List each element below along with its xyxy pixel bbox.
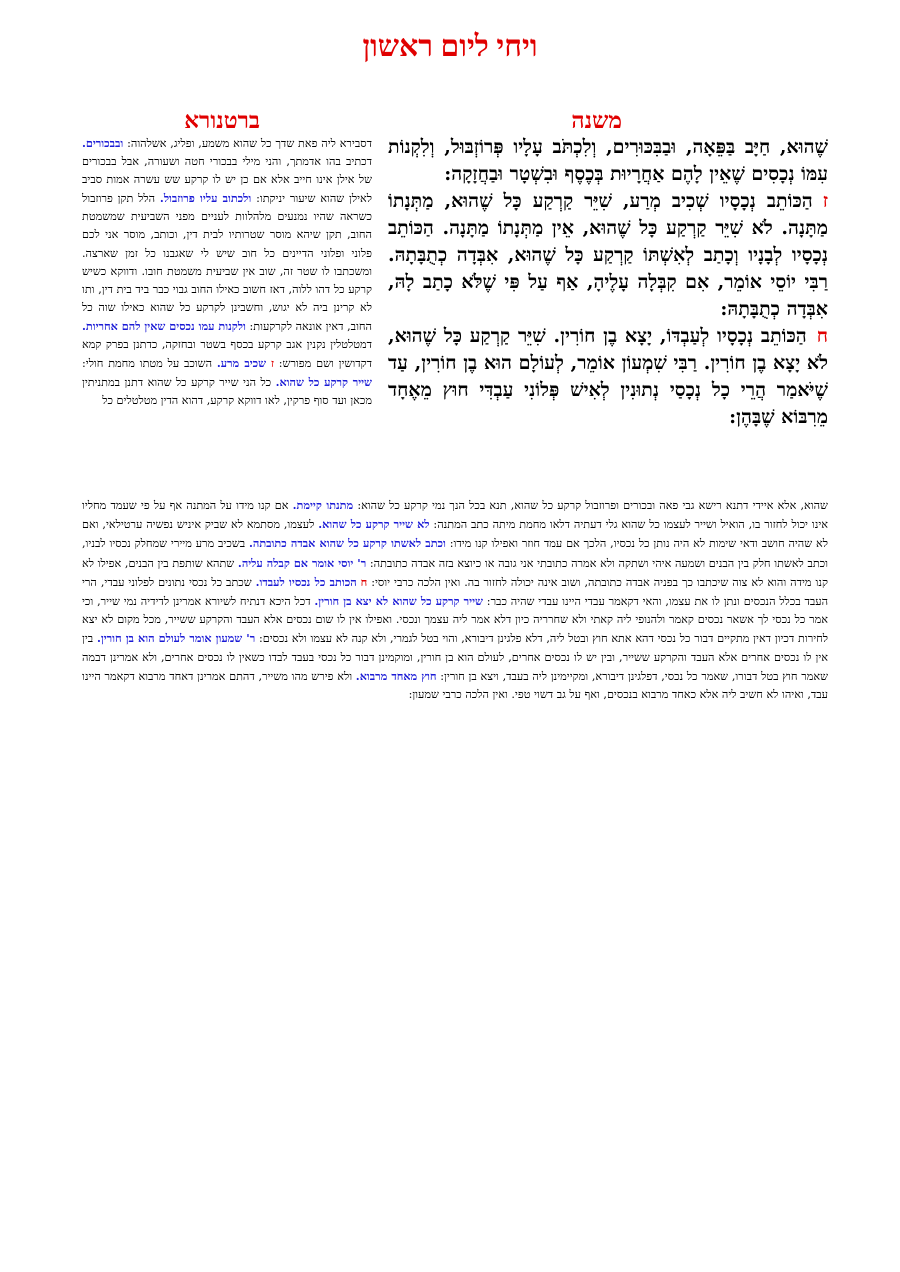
dibur-hamatchil: ר' יוסי אומר אם קבלה עליה. [237,555,367,570]
page-title: ויחי ליום ראשון [362,30,538,63]
mishna-number-ref: ז [270,356,274,371]
dibur-hamatchil: ולכתוב עליו פרוזבול. [159,191,252,206]
mishna-7-text: הַכּוֹתֵב נְכָסָיו שְׁכִיב מְרַע, שִׁיֵּר קַרְקַע כָּל שֶׁהוּא, מַתְּנָתוֹ מַתָּנָה. לֹא שִׁיֵּר קַרְקַע כָּל שֶׁהוּא, אֵין מַתְּנָתוֹ מַתָּנָה. הַכּוֹתֵב נְכָסָיו לְבָנָיו וְכָתַב לְאִשְׁתּוֹ קַרְקַע כָּל שֶׁהוּא, אִבְּדָה כְתֻבָּתָהּ. רַבִּי יוֹסֵי אוֹמֵר, אִם קִבְּלָה עָלֶיהָ, אַף עַל פִּי שֶׁלֹּא כָתַב לָהּ, אִבְּדָה כְתֻבָּתָהּ: [388,190,828,320]
commentary-text: דמטלטלין נקנין אגב קרקע בכסף בשטר ובחזקה, כדתנן בפרק קמא דקדושין ושם מפורש: [82,338,372,371]
dibur-hamatchil: שייר קרקע כל שהוא לא יצא בן חורין. [314,594,483,609]
mishna-number: ח [816,325,828,347]
dibur-hamatchil: מתנתו קיימת. [292,498,354,512]
commentary-text: דסבירא ליה פאת שדך כל שהוא משמע, ופליג, אשלהוה: [127,137,372,150]
bartenura-full-width [82,496,828,704]
mishna-number-ref: ח [360,574,368,589]
commentary-text: בין אין לו נכסים אחרים אלא העבד והקרקע ששייר, ובין יש לו נכסים אחרים, לעולם הוא בן חורין, ומוקמינן דבור כל נכסי בעבד לבדו כשאין לו נכסים אחרים, ולא אמרינן דבמה שאמר חוץ בטל דבורו, שאמר כל נכסי, דפלגינן דיבורא, ומקיימינן ליה בעבד, ויצא בן חורין: [82,632,829,683]
dibur-hamatchil: לא שייר קרקע כל שהוא. [318,517,430,532]
commentary-text: הלל תקן פרוזבול כשראה שהיו נמנעים מלהלוות לעניים מפני השביעית שמשמטת החוב, תקן שיהא מוסר שטרותיו לבית דין, וכותב, מוסר אני לכם פלוני ופלוני הדיינים כל חוב שיש לי שאגבנו כל זמן שארצה. ומשכתבו לו שטר זה, שוב אין שביעית משמטת חובו. ודווקא כשיש קרקע כל דהו ללוה, דאז חשוב כאילו החוב גבוי כבר ביד בית דין, ותו לא קרינן ביה לא יגוש, וחשבינן לקרקע כל שהוא כאילו שוה כל החוב, דאין אונאה לקרקעות: [82,192,372,333]
dibur-hamatchil: חוץ מאחד מרבוא. [355,668,437,683]
commentary-text: לעצמו, מסתמא לא שביק איניש נפשיה ערטילאי, ואם לא שהיה חושב ודאי שימות לא היה נותן כל נכסיו, הלכך אם עמד חוזר ואפילו קנו מידו: [82,518,828,551]
commentary-text: דכל היכא דנתיח לשיורא אמרינן לדידיה נמי שייר, וכי אמר כל נכסי לך אשאר נכסים קאמר ולהנופי ליה קאתי ולא שחרריה כיון דלא אמר ליה עצמך ונכסי. ואפילו אין לו שום נכסים אלא העבד והקרקע ששייר, מכל מקום לא יצא לחירות דכיון דאין מתקיים דבור כל נכסי דהא אתא חוץ ובטל ליה, דלא פלגינן דיבורא, והוי בטל לגמרי, ולא קנה לא עצמו ולא נכסים: [82,595,829,646]
mishna-7 [388,188,828,323]
commentary-text: ולא פירש מהו משייר, דהתם אמרינן דאחד מרבוא דקאמר היינו עבד, ואיהו לא חשיב ליה אלא כאחד מרבוא בנכסים, ואף על גב דשוי טפי. ואין הלכה כרבי שמעון: [82,669,828,702]
commentary-text: דכתיב בהו אדמתך, והני מילי בבכורי חטה ושעורה, אבל בבכורים של אילן אינו חייב אלא אם כן יש לו קרקע שש עשרה אמות סביב לאילן שהוא שיעור יניקתו: [82,155,372,206]
commentary-text: שתהא שותפת בין הבנים, אפילו לא קנו מידה והוא לא צוה שיכתבו כך בפניה אבדה כתובתה, ושוב אינה יכולה לחזור בה. ואין הלכה כרבי יוסי: [82,556,829,589]
mishna-intro: שֶׁהוּא, חַיָּב בַּפֵּאָה, וּבַבִּכּוּרִים, וְלִכְתֹּב עָלָיו פְּרוֹזְבּוּל, וְלִקְנוֹת עִמּוֹ נְכָסִים שֶׁאֵין לָהֶם אַחֲרָיוּת בְּכֶסֶף וּבִשְׁטָר וּבַחֲזָקָה: [388,136,828,185]
dibur-hamatchil: ובבכורים. [82,136,124,150]
dibur-hamatchil: וכתב לאשתו קרקע כל שהוא אבדה כתובתה. [249,536,446,551]
dibur-hamatchil: הכותב כל נכסיו לעבדו. [255,574,357,589]
dibur-hamatchil: ר' שמעון אומר לעולם הוא בן חורין. [96,631,256,646]
commentary-text: שהוא, אלא איידי דתנא רישא גבי פאה ובכורים ופרוזבול קרקע כל שהוא, תנא בכל הנך נמי קרקע כל שהוא: [357,499,828,512]
mishna-8 [388,323,828,431]
mishna-number: ז [822,190,828,212]
mishna-8-text: הַכּוֹתֵב נְכָסָיו לְעַבְדּוֹ, יָצָא בֶן חוֹרִין. שִׁיֵּר קַרְקַע כָּל שֶׁהוּא, לֹא יָצָא בֶן חוֹרִין. רַבִּי שִׁמְעוֹן אוֹמֵר, לְעוֹלָם הוּא בֶן חוֹרִין, עַד שֶׁיֹּאמַר הֲרֵי כָל נְכָסַי נְתוּנִין לְאִישׁ פְּלוֹנִי עַבְדִּי חוּץ מֵאֶחָד מֵרִבּוֹא שֶׁבָּהֶן: [388,325,828,428]
bartenura-header: ברטנורא [184,108,260,133]
mishna-header: משנה [571,108,622,133]
bartenura-side-column [82,134,372,496]
dibur-hamatchil: ולקנות עמו נכסים שאין להם אחריות. [82,318,246,333]
commentary-text: שכתב כל נכסי נתונים לפלוני עבדי, הרי העבד בכלל הנכסים ונתן לו את עצמו, והאי דקאמר עבדי היינו עבדי שהיה כבר: [82,575,829,609]
commentary-text: אם קנו מידו על המתנה אף על פי שעמד מחליו אינו יכול לחזור בו, הואיל ושייר לעצמו כל שהוא גלי דעתיה דלאו מחמת מיתה כתב המתנה: [82,499,829,532]
commentary-text: כל הני שייר קרקע כל שהוא דתנן במתניתין מכאן ועד סוף פרקין, לאו דווקא קרקע, דהוא הדין מטלטלים כל [82,376,372,408]
commentary-text: בשכיב מרע מיירי שמחלק נכסיו לבניו, וכתב לאשתו חלק בין הבנים ושמעה איהי ושתקה ולא אמרה כתובתי אני גובה או כיוצא בזה אבדה כתובתה: [82,537,829,570]
dibur-hamatchil: שייר קרקע כל שהוא. [275,375,372,390]
mishna-text [388,134,828,431]
commentary-text: השוכב על מטתו מחמת חולי: [82,357,213,371]
dibur-hamatchil: שכיב מרע. [216,356,267,371]
